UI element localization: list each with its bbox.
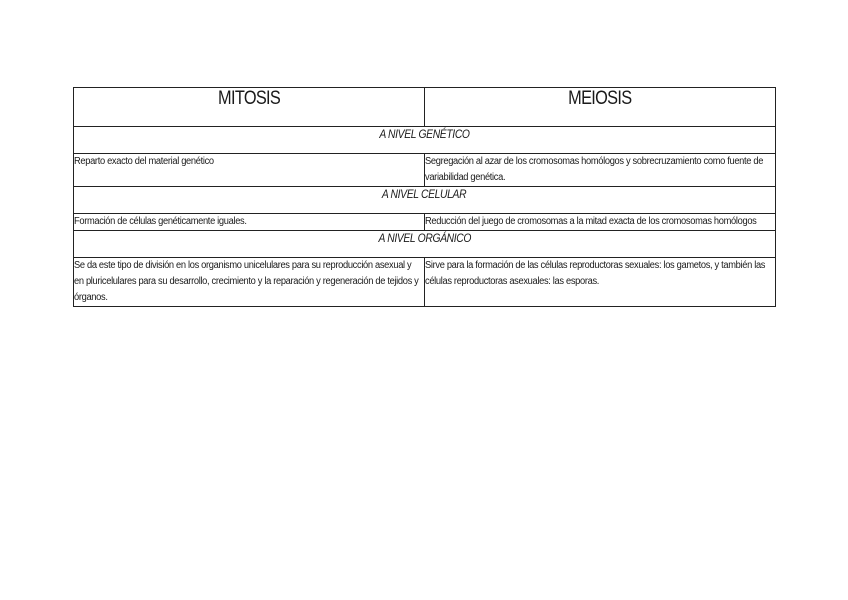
cell-mitosis-cellular: Formación de células genéticamente iguales. [74, 214, 425, 231]
cell-mitosis-genetic: Reparto exacto del material genético [74, 154, 425, 187]
mitosis-meiosis-comparison-table [73, 87, 776, 307]
section-title-cellular: A NIVEL CELULAR [74, 187, 776, 214]
header-row [74, 88, 776, 127]
header-mitosis: MITOSIS [74, 88, 425, 127]
cell-mitosis-organic: Se da este tipo de división en los organismo unicelulares para su reproducción asexual y en pluricelulares para su desarrollo, crecimiento y la reparación y regeneración de tejidos y órganos. [74, 258, 425, 307]
cell-meiosis-cellular: Reducción del juego de cromosomas a la mitad exacta de los cromosomas homólogos [425, 214, 776, 231]
section-row-cellular [74, 187, 776, 214]
table-row [74, 154, 776, 187]
table-row [74, 214, 776, 231]
cell-meiosis-genetic: Segregación al azar de los cromosomas homólogos y sobrecruzamiento como fuente de variabilidad genética. [425, 154, 776, 187]
cell-meiosis-organic: Sirve para la formación de las células reproductoras sexuales: los gametos, y también las células reproductoras asexuales: las esporas. [425, 258, 776, 307]
section-title-genetic: A NIVEL GENÉTICO [74, 127, 776, 154]
section-row-genetic [74, 127, 776, 154]
table-row [74, 258, 776, 307]
section-row-organic [74, 231, 776, 258]
section-title-organic: A NIVEL ORGÁNICO [74, 231, 776, 258]
header-meiosis: MEIOSIS [425, 88, 776, 127]
